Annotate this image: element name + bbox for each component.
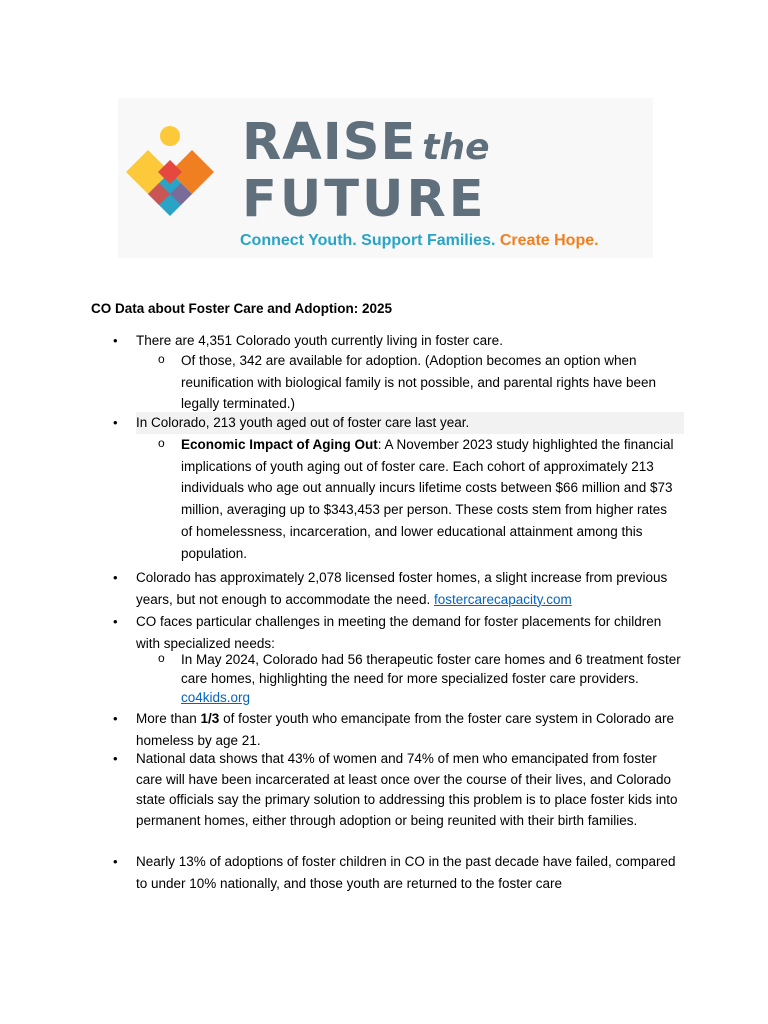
list-item-text: Nearly 13% of adoptions of foster children in CO in the past decade have failed, compared to under 10% nationally, and those youth are returned to the foster care [136,854,676,891]
document-title: CO Data about Foster Care and Adoption: 2025 [91,301,393,316]
list-item [113,567,684,610]
bullet-icon: • [113,751,118,766]
co4kids-link[interactable]: co4kids.org [181,690,251,705]
brand-word-raise: RAISE [242,113,417,172]
brand-word-future: FUTURE [242,170,487,229]
logo-tagline [240,231,599,251]
list-item-bold: Economic Impact of Aging Out [181,437,378,452]
bullet-icon: • [113,333,118,348]
list-item-text: National data shows that 43% of women and 74% of men who emancipated from foster care will have been incarcerated at least once over the course of their lives, and Colorado state officials say the primary solution to addressing this problem is to place foster kids into permanent homes, either through adoption or being reunited with their birth families. [136,751,678,828]
list-item-text: There are 4,351 Colorado youth currently living in foster care. [136,333,503,348]
list-item [113,330,684,352]
sub-list-item [158,650,681,707]
list-item-text: CO faces particular challenges in meeting the demand for foster placements for children with specialized needs: [136,614,662,651]
sub-bullet-icon: o [158,436,165,450]
heart-diamond-logo-icon [118,126,226,222]
list-item [113,749,684,831]
sub-list-item [158,434,681,564]
list-item-body: In May 2024, Colorado had 56 therapeutic foster care homes and 6 treatment foster care homes, highlighting the need for more specialized foster care providers. [181,652,681,686]
list-item [113,412,684,434]
sub-bullet-icon: o [158,352,165,366]
list-item [113,851,684,894]
list-item-pre: More than [136,711,201,726]
bullet-icon: • [113,415,118,430]
list-item-bold: 1/3 [200,711,220,726]
sub-bullet-icon: o [158,651,165,665]
bullet-icon: • [113,711,118,726]
tagline-part-1: Connect Youth. Support Families. [240,232,500,249]
list-item-text [136,708,684,751]
brand-word-the: the [422,127,490,168]
list-item-text: In Colorado, 213 youth aged out of foster care last year. [136,412,684,434]
list-item-text [136,567,684,610]
fostercarecapacity-link[interactable]: fostercarecapacity.com [433,591,572,607]
list-item-rest: of foster youth who emancipate from the foster care system in Colorado are homeless by age 21. [136,711,675,748]
tagline-part-2: Create Hope. [499,232,599,249]
list-item-text: Of those, 342 are available for adoption. (Adoption becomes an option when reunification with biological family is not possible, and parental rights have been legally terminated.) [181,353,657,412]
bullet-icon: • [113,614,118,629]
brand-line-1 [242,113,490,173]
list-item-text [181,434,681,564]
list-item [113,708,684,751]
raise-the-future-logo [118,98,653,258]
sub-list-item [158,350,681,415]
bullet-icon: • [113,854,118,869]
list-item-text [181,650,681,707]
bullet-icon: • [113,570,118,585]
list-item-body: Colorado has approximately 2,078 licensed foster homes, a slight increase from previous years, but not enough to accommodate the need. [136,570,668,607]
list-item [113,611,684,654]
list-item-rest: : A November 2023 study highlighted the financial implications of youth aging out of foster care. Each cohort of approximately 213 individuals who age out annually incurs lifetime costs between $66 million and $73 million, averaging up to $343,453 per person. These costs stem from higher rates of homelessness, incarceration, and lower educational attainment among this population. [181,437,674,561]
